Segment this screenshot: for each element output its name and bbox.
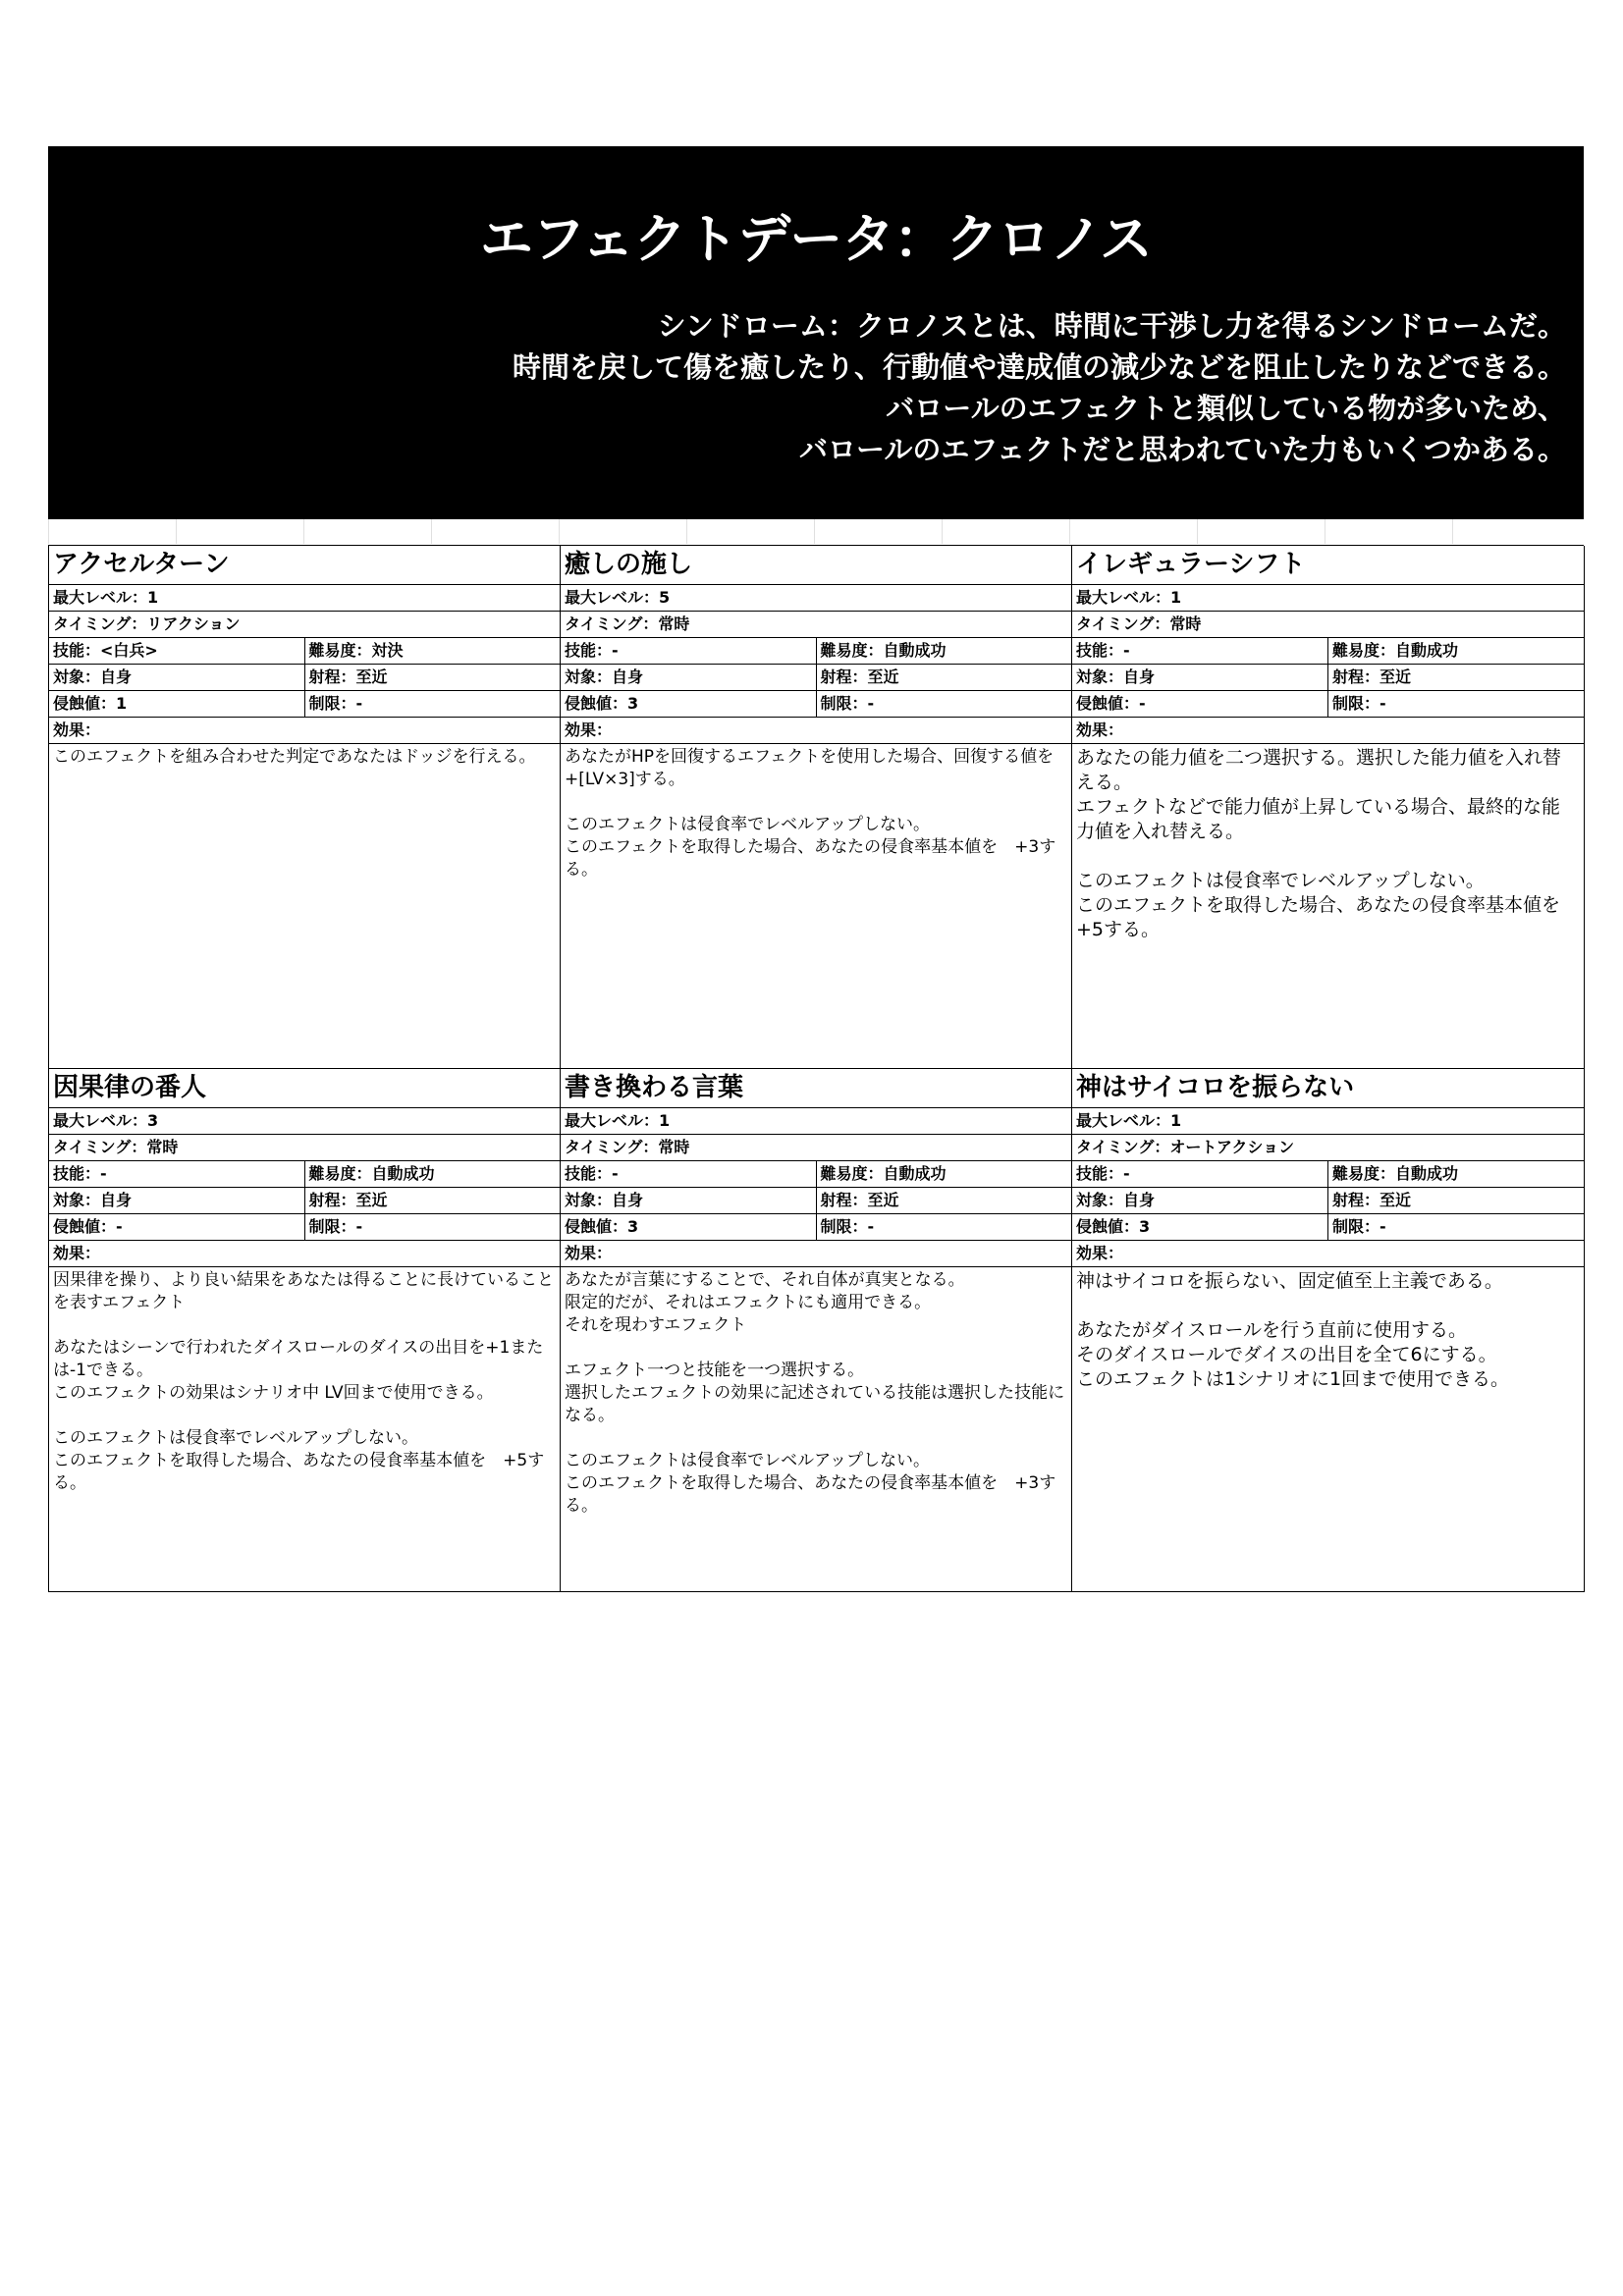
target: 対象：自身 [1076, 1191, 1156, 1209]
effect-label-row [1072, 1241, 1584, 1267]
effect-text: あなたが言葉にすることで、それ自体が真実となる。 限定的だが、それはエフェクトにも適用できる。 それを現わすエフェクト エフェクト一つと技能を一つ選択する。 選択したエフェクトの効果に記述されている技能は選択した技能になる。 このエフェクトは侵食率でレベルアップしない。 このエフェクトを取得した場合、あなたの侵食率基本値を +3する。 [565, 1270, 1065, 1516]
effect-name: イレギュラーシフト [1072, 546, 1584, 585]
effect-text: あなたがHPを回復するエフェクトを使用した場合、回復する値を+[LV×3]する。 このエフェクトは侵食率でレベルアップしない。 このエフェクトを取得した場合、あなたの侵食率基本値を +3する。 [565, 747, 1056, 880]
timing-row [49, 1135, 560, 1161]
erosion-row [1072, 691, 1584, 718]
max-level-row [1072, 1108, 1584, 1135]
skill: 技能：- [565, 1164, 619, 1183]
erosion: 侵蝕値：- [53, 1217, 123, 1236]
limit: 制限：- [304, 1214, 561, 1240]
intro-line: 時間を戻して傷を癒したり、行動値や達成値の減少などを阻止したりなどできる。 [512, 350, 1566, 384]
effect-label: 効果： [53, 1244, 101, 1262]
skill-row [561, 638, 1071, 665]
effect-label: 効果： [565, 721, 613, 739]
page-title: エフェクトデータ：クロノス [479, 208, 1153, 270]
effect-text: 因果律を操り、より良い結果をあなたは得ることに長けていることを表すエフェクト あなたはシーンで行われたダイスロールのダイスの出目を+1または-1できる。 このエフェクトの効果はシナリオ中 LV回まで使用できる。 このエフェクトは侵食率でレベルアップしない。 このエフェクトを取得した場合、あなたの侵食率基本値を +5する。 [53, 1270, 554, 1493]
erosion-row [561, 1214, 1071, 1241]
target: 対象：自身 [53, 667, 133, 686]
intro-line: バロールのエフェクトだと思われていた力もいくつかある。 [799, 433, 1566, 466]
erosion-row [49, 1214, 560, 1241]
effect-card [49, 1069, 561, 1592]
max-level-row [561, 1108, 1071, 1135]
effect-card [561, 1069, 1072, 1592]
effect-name: アクセルターン [49, 546, 560, 585]
target: 対象：自身 [565, 1191, 644, 1209]
range: 射程：至近 [1327, 665, 1584, 690]
target: 対象：自身 [53, 1191, 133, 1209]
effect-label-row [49, 718, 560, 744]
effect-text: あなたの能力値を二つ選択する。選択した能力値を入れ替える。 エフェクトなどで能力値が上昇している場合、最終的な能力値を入れ替える。 このエフェクトは侵食率でレベルアップしない。 このエフェクトを取得した場合、あなたの侵食率基本値を+5する。 [1076, 747, 1562, 940]
limit: 制限：- [1327, 1214, 1584, 1240]
effect-label-row [49, 1241, 560, 1267]
max-level: 最大レベル：5 [565, 588, 671, 607]
difficulty: 難易度：自動成功 [816, 638, 1072, 664]
skill: 技能：<白兵> [53, 641, 158, 660]
difficulty: 難易度：自動成功 [1327, 1161, 1584, 1187]
limit: 制限：- [1327, 691, 1584, 717]
skill: 技能：- [1076, 641, 1130, 660]
max-level-row [561, 585, 1071, 612]
erosion-row [561, 691, 1071, 718]
timing: タイミング：常時 [53, 1138, 179, 1156]
timing-row [561, 612, 1071, 638]
effect-text: このエフェクトを組み合わせた判定であなたはドッジを行える。 [53, 747, 536, 767]
effect-card [1072, 1069, 1585, 1592]
timing: タイミング：常時 [1076, 614, 1202, 633]
max-level: 最大レベル：1 [1076, 588, 1182, 607]
erosion: 侵蝕値：3 [565, 1217, 639, 1236]
range: 射程：至近 [304, 665, 561, 690]
target-row [1072, 665, 1584, 691]
max-level-row [49, 585, 560, 612]
skill: 技能：- [53, 1164, 107, 1183]
max-level-row [49, 1108, 560, 1135]
timing: タイミング：リアクション [53, 614, 241, 633]
erosion: 侵蝕値：3 [1076, 1217, 1151, 1236]
difficulty: 難易度：自動成功 [1327, 638, 1584, 664]
target: 対象：自身 [565, 667, 644, 686]
effect-name: 因果律の番人 [49, 1069, 560, 1108]
limit: 制限：- [304, 691, 561, 717]
timing-row [49, 612, 560, 638]
range: 射程：至近 [816, 665, 1072, 690]
skill-row [49, 1161, 560, 1188]
range: 射程：至近 [304, 1188, 561, 1213]
range: 射程：至近 [816, 1188, 1072, 1213]
effect-text: 神はサイコロを振らない、固定値至上主義である。 あなたがダイスロールを行う直前に使用する。 そのダイスロールでダイスの出目を全て6にする。 このエフェクトは1シナリオに1回まで使用できる。 [1076, 1270, 1510, 1390]
difficulty: 難易度：自動成功 [816, 1161, 1072, 1187]
effect-name: 神はサイコロを振らない [1072, 1069, 1584, 1108]
erosion-row [49, 691, 560, 718]
target-row [561, 1188, 1071, 1214]
skill-row [1072, 1161, 1584, 1188]
range: 射程：至近 [1327, 1188, 1584, 1213]
max-level: 最大レベル：3 [53, 1111, 159, 1130]
max-level: 最大レベル：1 [53, 588, 159, 607]
intro-line: シンドローム：クロノスとは、時間に干渉し力を得るシンドロームだ。 [657, 309, 1566, 343]
effect-card [1072, 546, 1585, 1069]
difficulty: 難易度：対決 [304, 638, 561, 664]
skill-row [1072, 638, 1584, 665]
target-row [561, 665, 1071, 691]
timing-row [561, 1135, 1071, 1161]
difficulty: 難易度：自動成功 [304, 1161, 561, 1187]
effect-label-row [561, 718, 1071, 744]
skill-row [561, 1161, 1071, 1188]
timing-row [1072, 612, 1584, 638]
header-banner [48, 146, 1584, 519]
intro-line: バロールのエフェクトと類似している物が多いため、 [886, 392, 1566, 425]
erosion: 侵蝕値：1 [53, 694, 128, 713]
effect-label: 効果： [565, 1244, 613, 1262]
effect-card [49, 546, 561, 1069]
effect-card-grid [48, 545, 1584, 1592]
max-level: 最大レベル：1 [565, 1111, 671, 1130]
effect-name: 癒しの施し [561, 546, 1071, 585]
erosion-row [1072, 1214, 1584, 1241]
timing: タイミング：オートアクション [1076, 1138, 1295, 1156]
effect-label: 効果： [1076, 1244, 1124, 1262]
erosion: 侵蝕値：- [1076, 694, 1146, 713]
target-row [49, 665, 560, 691]
limit: 制限：- [816, 691, 1072, 717]
max-level: 最大レベル：1 [1076, 1111, 1182, 1130]
skill-row [49, 638, 560, 665]
limit: 制限：- [816, 1214, 1072, 1240]
effect-card [561, 546, 1072, 1069]
effect-name: 書き換わる言葉 [561, 1069, 1071, 1108]
skill: 技能：- [1076, 1164, 1130, 1183]
target-row [49, 1188, 560, 1214]
effect-label: 効果： [53, 721, 101, 739]
timing: タイミング：常時 [565, 1138, 690, 1156]
intro-text [513, 305, 1566, 470]
skill: 技能：- [565, 641, 619, 660]
spreadsheet-grid-strip [48, 519, 1584, 544]
effect-label: 効果： [1076, 721, 1124, 739]
max-level-row [1072, 585, 1584, 612]
target-row [1072, 1188, 1584, 1214]
timing-row [1072, 1135, 1584, 1161]
target: 対象：自身 [1076, 667, 1156, 686]
effect-label-row [561, 1241, 1071, 1267]
timing: タイミング：常時 [565, 614, 690, 633]
erosion: 侵蝕値：3 [565, 694, 639, 713]
effect-label-row [1072, 718, 1584, 744]
